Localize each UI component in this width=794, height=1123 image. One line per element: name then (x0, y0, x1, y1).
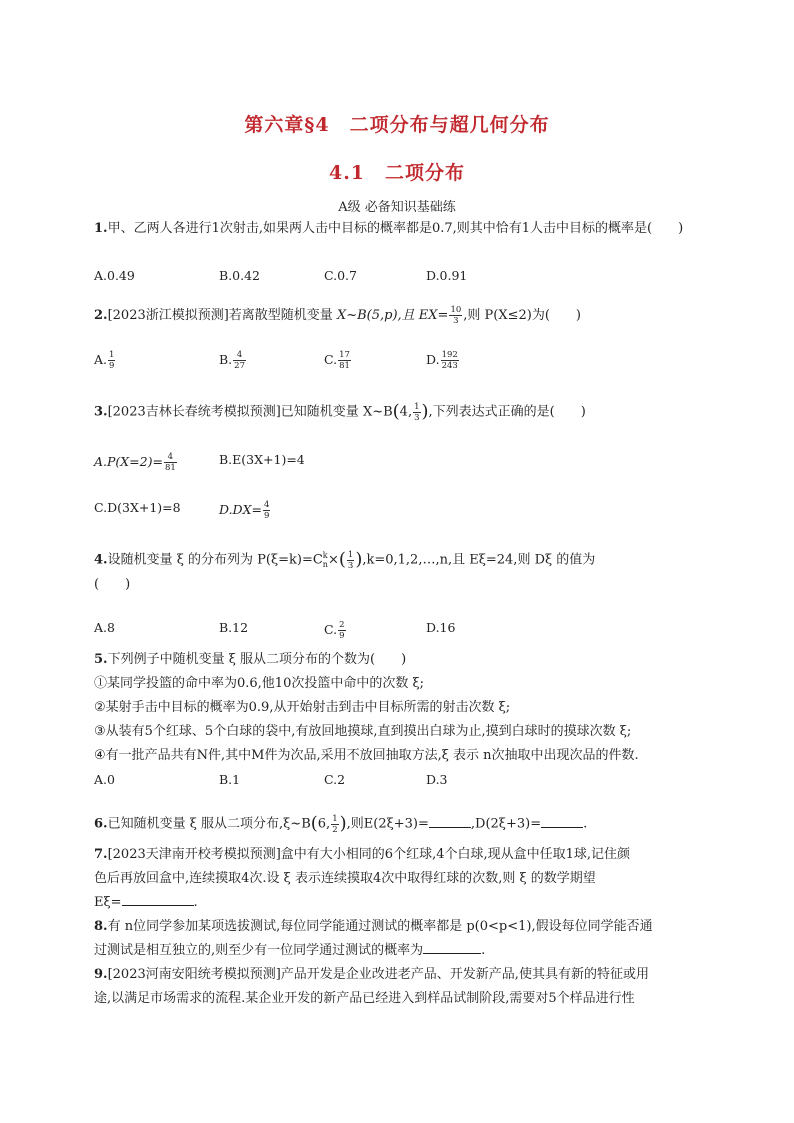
option-c: C.0.7 (324, 268, 357, 283)
option-a: A.0.49 (94, 268, 135, 283)
section-title: 4.1 二项分布 (328, 162, 466, 184)
question-1-options (94, 268, 714, 290)
option-a: A.0 (94, 772, 115, 787)
question-8: 8.有 n位同学参加某项选拔测试,每位同学能通过测试的概率都是 p(0<p<1),假设每位同学能否通 过测试是相互独立的,则至少有一位同学通过测试的概率为 . (94, 919, 653, 958)
question-text-suffix: ,k=0,1,2,…,n,且 Eξ=24,则 Dξ 的值为 (362, 552, 596, 568)
question-text-prefix: [2023吉林长春统考模拟预测]已知随机变量 X~B (107, 404, 393, 420)
question-text-suffix: ,下列表达式正确的是( ) (428, 404, 586, 420)
question-number: 9. (94, 967, 108, 982)
question-number: 5. (94, 652, 108, 667)
question-number: 6. (94, 816, 108, 832)
option-b: B.1 (219, 772, 241, 787)
question-number: 4. (94, 552, 108, 568)
question-text: 下列例子中随机变量 ξ 服从二项分布的个数为( ) (107, 652, 407, 667)
question-text-prefix: 设随机变量 ξ 的分布列为 P(ξ=k)=C (107, 552, 323, 568)
list-item: ②某射手击中目标的概率为0.9,从开始射击到击中目标所需的射击次数 ξ; (94, 700, 511, 715)
question-5-options (94, 772, 714, 794)
fraction: $\frac{10}{3}$ (450, 305, 462, 326)
question-3: 3.[2023吉林长春统考模拟预测]已知随机变量 X~B(4, $\frac{1}{3}$ ),下列表达式正确的是( ) (94, 401, 586, 423)
question-text-prefix: 已知随机变量 ξ 服从二项分布,ξ~B (107, 816, 311, 832)
question-5 (94, 648, 714, 768)
question-text-suffix: ,则 P(X≤2)为( ) (463, 308, 581, 323)
option-b: B.12 (219, 620, 249, 635)
option-c: C. $\frac{17}{81}$ (324, 350, 350, 371)
question-number: 1. (94, 221, 108, 236)
answer-blank[interactable] (122, 891, 194, 906)
answer-blank[interactable] (429, 813, 471, 828)
option-c: C.D(3X+1)=8 (94, 500, 181, 515)
option-d: D.3 (426, 772, 448, 787)
option-d: D.0.91 (426, 268, 468, 283)
question-text-mid: X~B(5,p),且 (336, 308, 419, 323)
question-text-prefix: [2023浙江模拟预测]若离散型随机变量 (107, 308, 337, 323)
list-item: ①某同学投篮的命中率为0.6,他10次投篮中命中的次数 ξ; (94, 676, 425, 691)
option-a: A. $\frac{1}{9}$ (94, 350, 115, 371)
question-1 (94, 217, 714, 241)
fraction: $\frac{1}{3}$ (414, 401, 420, 423)
list-item: ③从装有5个红球、5个白球的袋中,有放回地摸球,直到摸出白球为止,摸到白球时的摸球次数 ξ; (94, 724, 632, 739)
level-title: A级 必备知识基础练 (338, 200, 456, 215)
question-text: 甲、乙两人各进行1次射击,如果两人击中目标的概率都是0.7,则其中恰有1人击中目标的概率是( ) (107, 221, 684, 236)
option-b: B. $\frac{4}{27}$ (219, 350, 245, 371)
question-number: 2. (94, 308, 108, 323)
fraction: $\frac{1}{3}$ (347, 549, 354, 571)
question-3-options-row1 (94, 452, 714, 474)
question-4-options (94, 620, 714, 642)
answer-blank[interactable] (541, 813, 583, 828)
option-c: C. $\frac{2}{9}$ (324, 620, 345, 641)
question-4: 4.设随机变量 ξ 的分布列为 P(ξ=k)=C k n ×( $\frac{1}{3}$ ),k=0,1,2,…,n,且 Eξ=24,则 Dξ 的值为 ( ) (94, 549, 596, 592)
question-2 (94, 304, 714, 328)
list-item: ④有一批产品共有N件,其中M件为次品,采用不放回抽取方法,ξ 表示 n次抽取中出现次品的件数. (94, 748, 639, 763)
option-d: D. $\frac{192}{243}$ (426, 350, 458, 371)
question-number: 8. (94, 919, 108, 934)
question-text-ex: EX= (418, 308, 449, 323)
option-c: C.2 (324, 772, 346, 787)
answer-blank[interactable] (423, 939, 481, 954)
option-b: B.E(3X+1)=4 (219, 452, 305, 467)
question-number: 3. (94, 404, 108, 420)
fraction: $\frac{1}{2}$ (332, 813, 338, 835)
option-d: D.16 (426, 620, 456, 635)
question-2-options (94, 350, 714, 372)
question-7: 7.[2023天津南开校考模拟预测]盒中有大小相同的6个红球,4个白球,现从盒中任取1球,记住颜 色后再放回盒中,连续摸取4次.设 ξ 表示连续摸取4次中取得红球的次数,则 ξ 的数学期望 Eξ= . (94, 847, 631, 910)
question-number: 7. (94, 847, 108, 862)
option-a: A.8 (94, 620, 115, 635)
option-a: A.P(X=2)= $\frac{4}{81}$ (94, 452, 176, 473)
answer-paren: ( ) (94, 576, 131, 592)
option-d: D.DX= $\frac{4}{9}$ (219, 500, 270, 521)
question-9: 9.[2023河南安阳统考模拟预测]产品开发是企业改进老产品、开发新产品,使其具有新的特征或用 途,以满足市场需求的流程.某企业开发的新产品已经进入到样品试制阶段,需要对5个样品进行性 (94, 967, 649, 1006)
question-6: 6.已知随机变量 ξ 服从二项分布,ξ~B(6, $\frac{1}{2}$ ),则E(2ξ+3)= ,D(2ξ+3)= . (94, 813, 588, 835)
chapter-title: 第六章§4 二项分布与超几何分布 (244, 114, 550, 136)
option-b: B.0.42 (219, 268, 260, 283)
question-3-options-row2 (94, 500, 714, 522)
